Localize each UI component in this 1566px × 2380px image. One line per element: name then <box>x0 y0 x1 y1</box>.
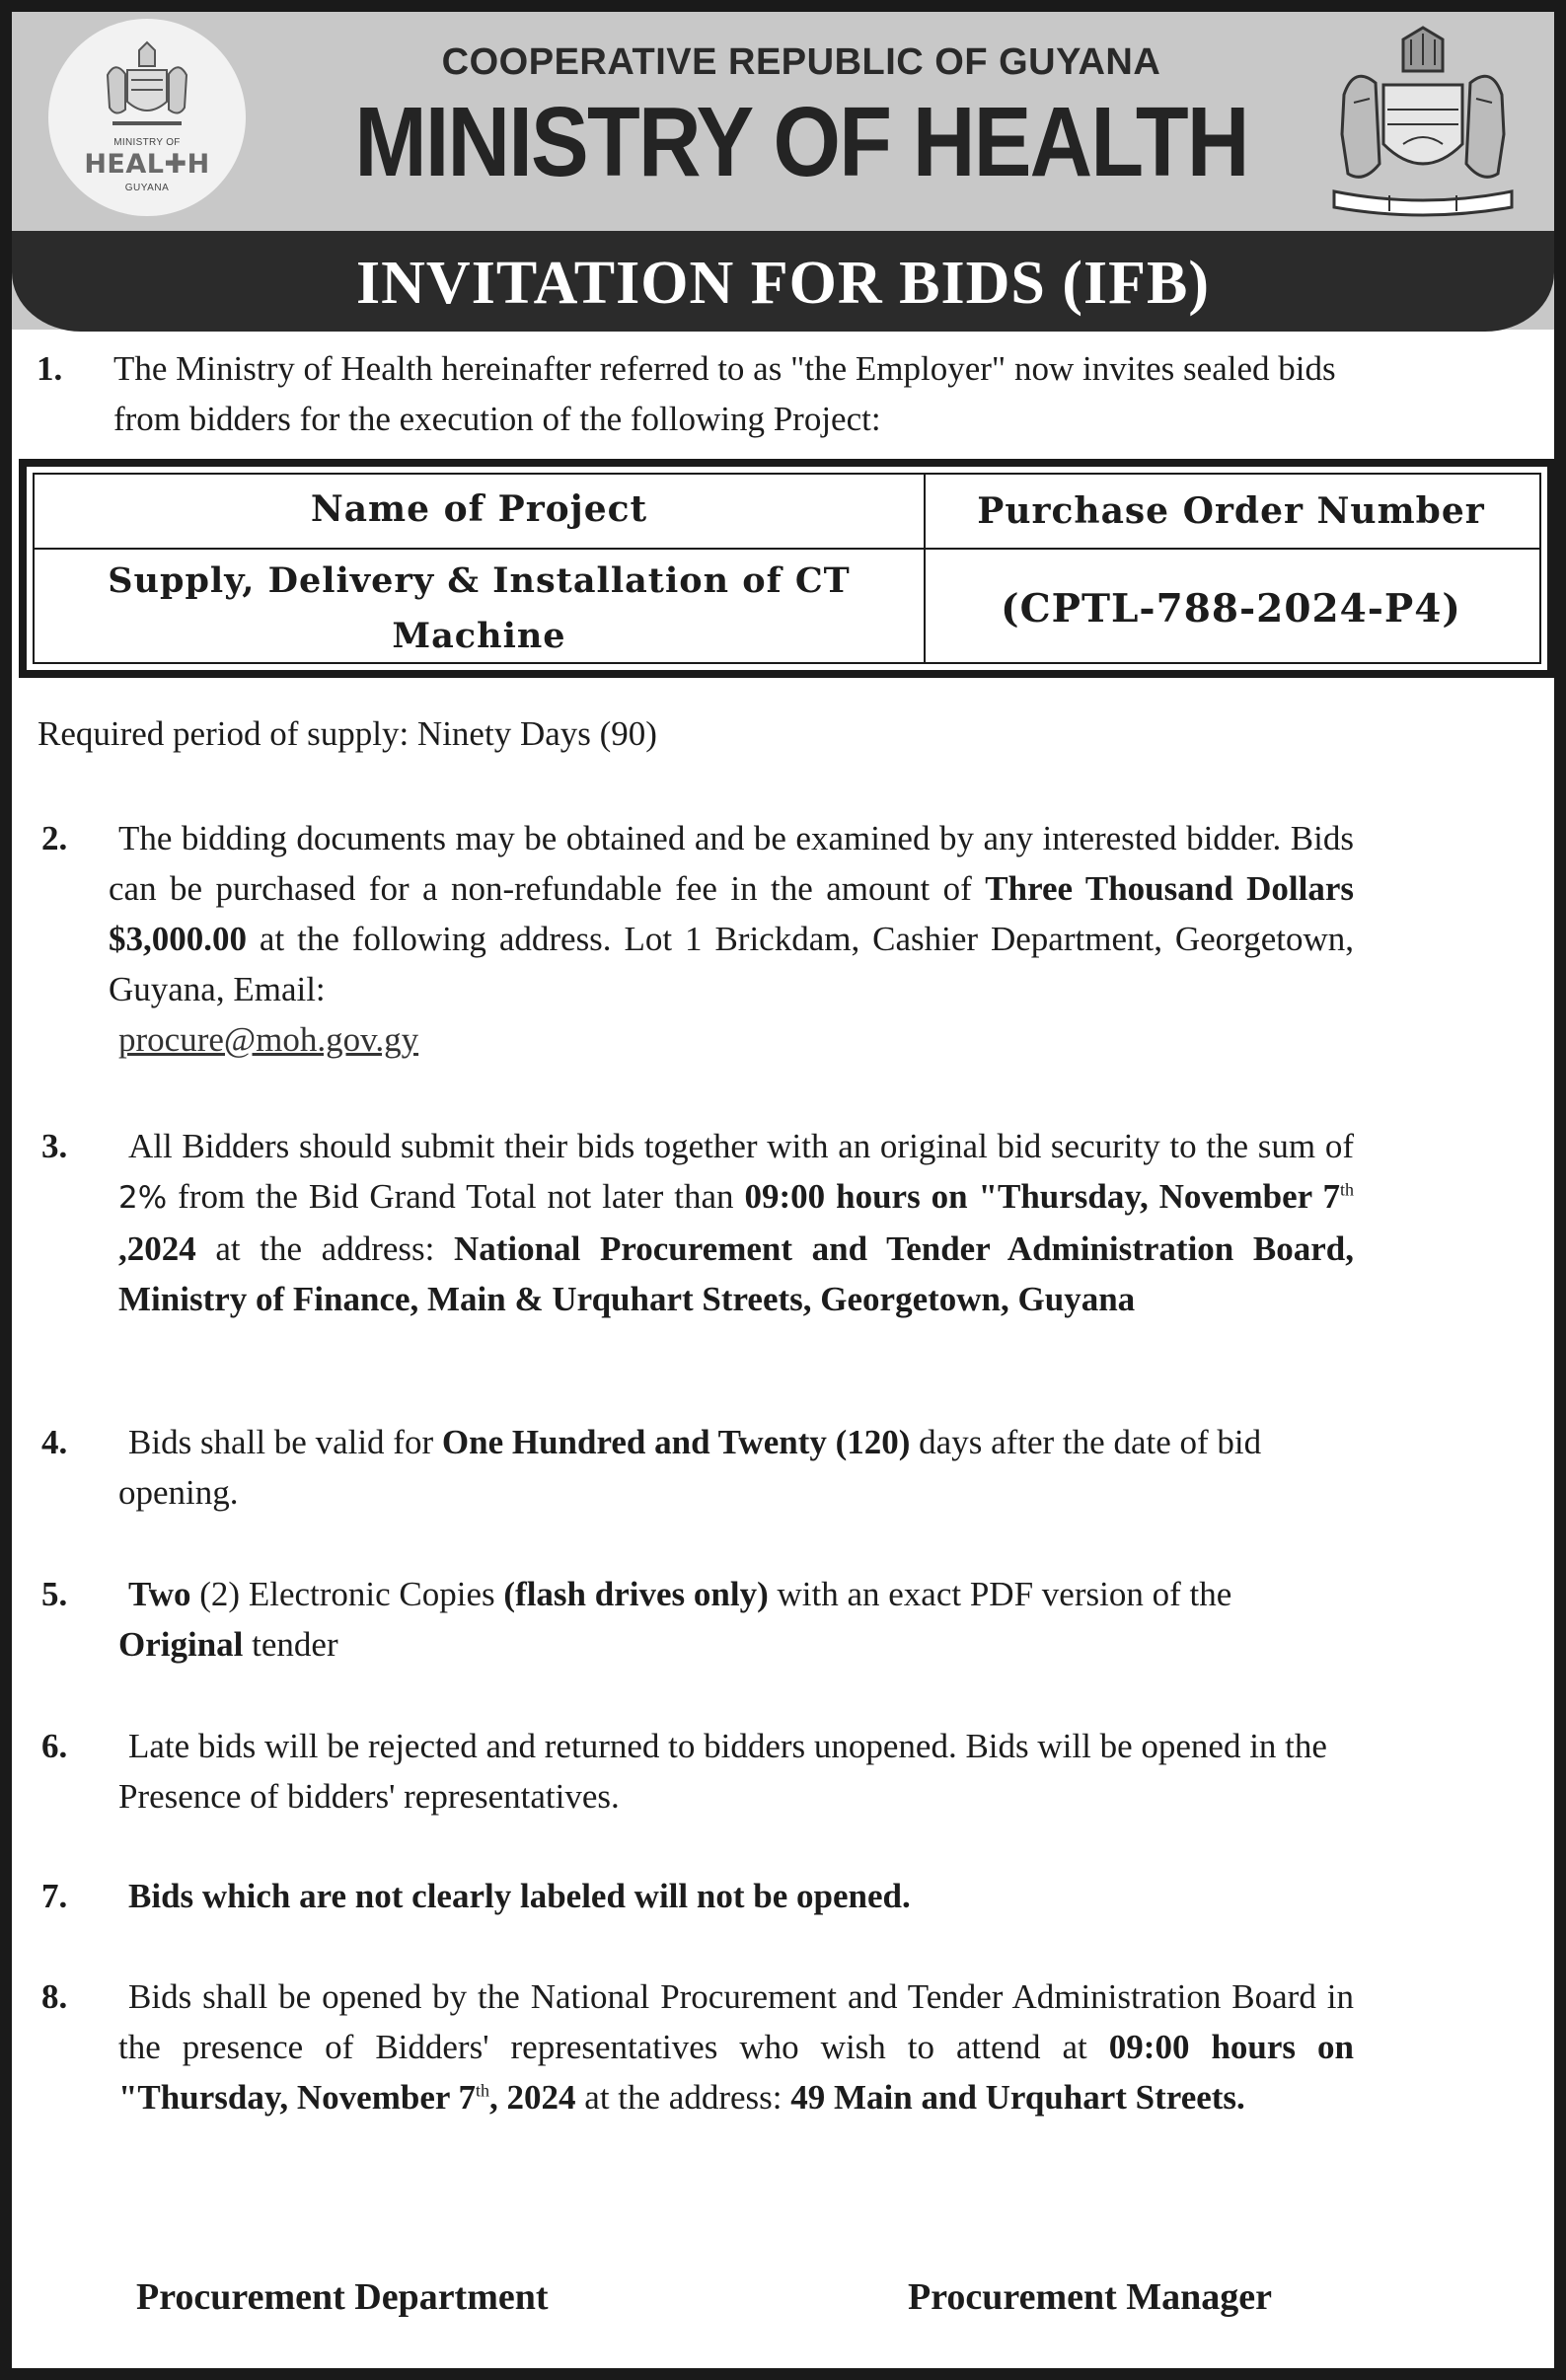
item-4-text: Bids shall be valid for One Hundred and Twenty (120) days after the date of bid opening. <box>118 1423 1262 1512</box>
item-number: 6. <box>41 1727 68 1765</box>
logo-health-text: HEAL✚H <box>84 149 210 180</box>
ministry-of-health-logo <box>48 19 246 216</box>
item-2-text: The bidding documents may be obtained and be examined by any interested bidder. Bids can be purchased for a non-refundable fee in the amount of Three Thousand Dollars $3,000.00 at the following address. Lot 1 Brickdam, Cashier Department, Georgetown, Guyana, Email: <box>109 819 1355 1008</box>
item-6 <box>41 1721 1344 1822</box>
item-8 <box>41 1971 1354 2122</box>
republic-title: COOPERATIVE REPUBLIC OF GUYANA <box>441 41 1161 83</box>
project-name-line-2: Machine <box>392 616 566 656</box>
item-7 <box>41 1871 1344 1921</box>
item-5 <box>41 1569 1344 1670</box>
ministry-title: MINISTRY OF HEALTH <box>354 87 1248 197</box>
item-7-text: Bids which are not clearly labeled will not be opened. <box>128 1877 911 1915</box>
email-link[interactable]: procure@moh.gov.gy <box>118 1020 419 1059</box>
signature-procurement-department: Procurement Department <box>136 2276 549 2318</box>
logo-guyana-text: GUYANA <box>124 183 170 193</box>
item-number: 2. <box>41 819 68 857</box>
item-8-text: Bids shall be opened by the National Procurement and Tender Administration Board in the presence of Bidders' representatives who wish to attend at 09:00 hours on "Thursday, November 7th, 2024 at the address: 49 Main and Urquhart Streets. <box>118 1977 1354 2117</box>
item-3 <box>41 1121 1354 1324</box>
logo-ministry-of-text: MINISTRY OF <box>113 137 181 148</box>
table-cell-po-number: (CPTL-788-2024-P4) <box>1001 586 1461 632</box>
table-header-project: Name of Project <box>310 488 648 530</box>
project-name-line-1: Supply, Delivery & Installation of CT <box>108 560 851 601</box>
item-3-text: All Bidders should submit their bids together with an original bid security to the sum of 2% from the Bid Grand Total not later than 09:00 hours on "Thursday, November 7th ,2024 at the address: National Procurement and Tender Administration Board, Ministry of Finance, Main & Urquhart Streets, Georgetown, Guyana <box>118 1127 1354 1318</box>
coat-of-arms-icon <box>98 40 196 137</box>
item-1 <box>37 343 1359 444</box>
item-number: 7. <box>41 1877 68 1915</box>
item-number: 3. <box>41 1127 68 1165</box>
ifb-title: INVITATION FOR BIDS (IFB) <box>356 250 1210 317</box>
guyana-coat-of-arms-icon <box>1324 26 1522 223</box>
table-header-po-number: Purchase Order Number <box>977 490 1485 532</box>
item-6-text: Late bids will be rejected and returned to bidders unopened. Bids will be opened in the Presence of bidders' representatives. <box>118 1727 1327 1816</box>
signature-procurement-manager: Procurement Manager <box>908 2276 1272 2318</box>
item-number: 4. <box>41 1423 68 1461</box>
item-4 <box>41 1417 1359 1518</box>
project-table <box>19 459 1555 678</box>
item-1-text: The Ministry of Health hereinafter referred to as "the Employer" now invites sealed bids from bidders for the execution of the following Project: <box>113 349 1336 438</box>
header <box>12 12 1554 330</box>
table-cell-project <box>35 554 924 664</box>
item-number: 8. <box>41 1977 68 2016</box>
item-5-text: Two (2) Electronic Copies (flash drives only) with an exact PDF version of the Original tender <box>118 1575 1232 1664</box>
supply-period: Required period of supply: Ninety Days (90) <box>37 714 657 753</box>
item-number: 1. <box>37 349 63 388</box>
item-2 <box>41 813 1354 1065</box>
item-number: 5. <box>41 1575 68 1613</box>
